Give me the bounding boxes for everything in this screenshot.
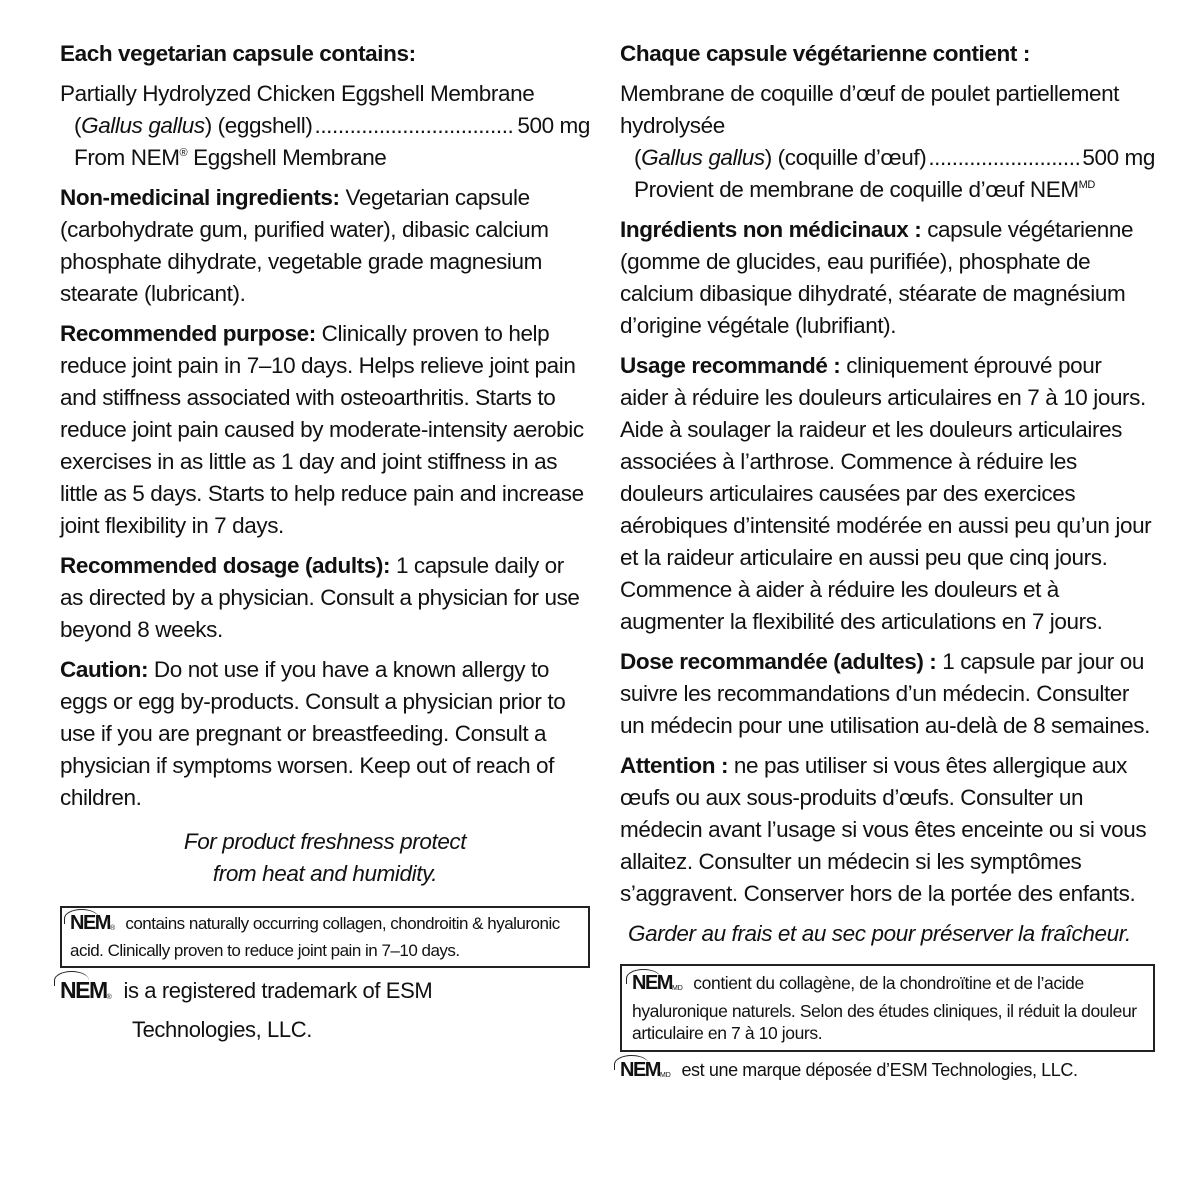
section-label: Attention : bbox=[620, 753, 729, 778]
section-label: Usage recommandé : bbox=[620, 353, 841, 378]
section-label: Caution: bbox=[60, 657, 149, 682]
section-label: Recommended dosage (adults): bbox=[60, 553, 391, 578]
recommended-purpose: Recommended purpose: Clinically proven to help reduce joint pain in 7–10 days. Helps relieve joint pain and stiffness associated with osteoarthritis. Starts to reduce joint pain caused by moderate-intensity aerobic exercises in as little as 1 day and joint stiffness in as little as 5 days. Starts to help reduce pain and increase joint flexibility in 7 days. bbox=[60, 321, 584, 538]
caution: Attention : ne pas utiliser si vous êtes allergique aux œufs ou aux sous-produits d’œufs. Consulter un médecin avant l’usage si vous êtes enceinte ou si vous allaitez. Consulter un médecin si les symptômes s’aggravent. Conserver hors de la portée des enfants. bbox=[620, 753, 1147, 906]
recommended-dosage: Recommended dosage (adults): 1 capsule daily or as directed by a physician. Consult a physician for use beyond 8 weeks. bbox=[60, 553, 580, 642]
recommended-purpose: Usage recommandé : cliniquement éprouvé pour aider à réduire les douleurs articulaires en 7 à 10 jours. Aide à soulager la raideur et les douleurs articulaires associées à l’arthrose. Commence à réduire les douleurs articulaires causées par des exercices aérobiques d’intensité modérée en aussi peu qu’un jour et la raideur articulaire en aussi peu que cinq jours. Commence à aider à réduire les douleurs et à augmenter la flexibilité des articulations en 7 jours. bbox=[620, 353, 1152, 634]
ingredient-source: From NEM® Eggshell Membrane bbox=[74, 145, 387, 170]
freshness-note: Garder au frais et au sec pour préserver la fraîcheur. bbox=[628, 921, 1131, 946]
caution: Caution: Do not use if you have a known allergy to eggs or egg by-products. Consult a physician prior to use if you are pregnant or breastfeeding. Consult a physician if symptoms worsen. Keep out of reach of children. bbox=[60, 657, 566, 810]
section-label: Dose recommandée (adultes) : bbox=[620, 649, 937, 674]
french-column bbox=[620, 38, 1155, 1088]
ingredient-amount: 500 mg bbox=[1082, 145, 1155, 170]
english-column bbox=[60, 38, 590, 1046]
contains-heading: Each vegetarian capsule contains: bbox=[60, 41, 416, 66]
nem-info-box: NEMMD contient du collagène, de la chondroïtine et de l’acide hyaluronique naturels. Selon des études cliniques, il réduit la douleur articulaire en 7 à 10 jours. bbox=[620, 964, 1155, 1052]
nem-info-box: NEM® contains naturally occurring collagen, chondroitin & hyaluronic acid. Clinically proven to reduce joint pain in 7–10 days. bbox=[60, 906, 590, 968]
ingredient-amount: 500 mg bbox=[517, 113, 590, 138]
ingredient-amount-row: (Gallus gallus) (eggshell) ..... 500 mg bbox=[60, 110, 590, 142]
ingredient-source: Provient de membrane de coquille d’œuf $NEM^{MD}$ bbox=[634, 177, 1095, 202]
nonmedicinal-ingredients: Non-medicinal ingredients: Vegetarian capsule (carbohydrate gum, purified water), dibasic calcium phosphate dihydrate, vegetable grade magnesium stearate (lubricant). bbox=[60, 185, 549, 306]
section-label: Ingrédients non médicinaux : bbox=[620, 217, 922, 242]
ingredient-name: Membrane de coquille d’œuf de poulet partiellement hydrolysée bbox=[620, 81, 1120, 138]
freshness-note: For product freshness protect from heat and humidity. bbox=[183, 829, 467, 886]
contains-heading: Chaque capsule végétarienne contient : bbox=[620, 41, 1030, 66]
nem-logo-icon: NEM® bbox=[60, 974, 112, 1014]
nem-logo-icon: NEMMD bbox=[620, 1058, 671, 1088]
dot-leader bbox=[928, 142, 1080, 174]
nonmedicinal-ingredients: Ingrédients non médicinaux : capsule végétarienne (gomme de glucides, eau purifiée), phosphate de calcium dibasique dihydraté, stéarate de magnésium d’origine végétale (lubrifiant). bbox=[620, 217, 1134, 338]
recommended-dosage: Dose recommandée (adultes) : 1 capsule par jour ou suivre les recommandations d’un médecin. Consulter un médecin pour une utilisation au-delà de 8 semaines. bbox=[620, 649, 1151, 738]
nem-logo-icon: NEM® bbox=[70, 912, 115, 940]
trademark-notice: NEM® is a registered trademark of ESM Technologies, LLC. bbox=[60, 974, 590, 1046]
ingredient-amount-row: (Gallus gallus) (coquille d’œuf) ..... 500 mg bbox=[620, 142, 1155, 174]
species-name: Gallus gallus bbox=[641, 145, 765, 170]
medicinal-ingredient bbox=[60, 78, 590, 174]
medicinal-ingredient bbox=[620, 78, 1155, 206]
section-label: Recommended purpose: bbox=[60, 321, 316, 346]
trademark-notice: NEMMD est une marque déposée d’ESM Technologies, LLC. bbox=[620, 1058, 1155, 1088]
section-label: Non-medicinal ingredients: bbox=[60, 185, 340, 210]
species-name: Gallus gallus bbox=[81, 113, 205, 138]
dot-leader bbox=[314, 110, 515, 142]
ingredient-name: Partially Hydrolyzed Chicken Eggshell Membrane bbox=[60, 81, 535, 106]
nem-logo-icon: NEMMD bbox=[632, 972, 683, 1000]
